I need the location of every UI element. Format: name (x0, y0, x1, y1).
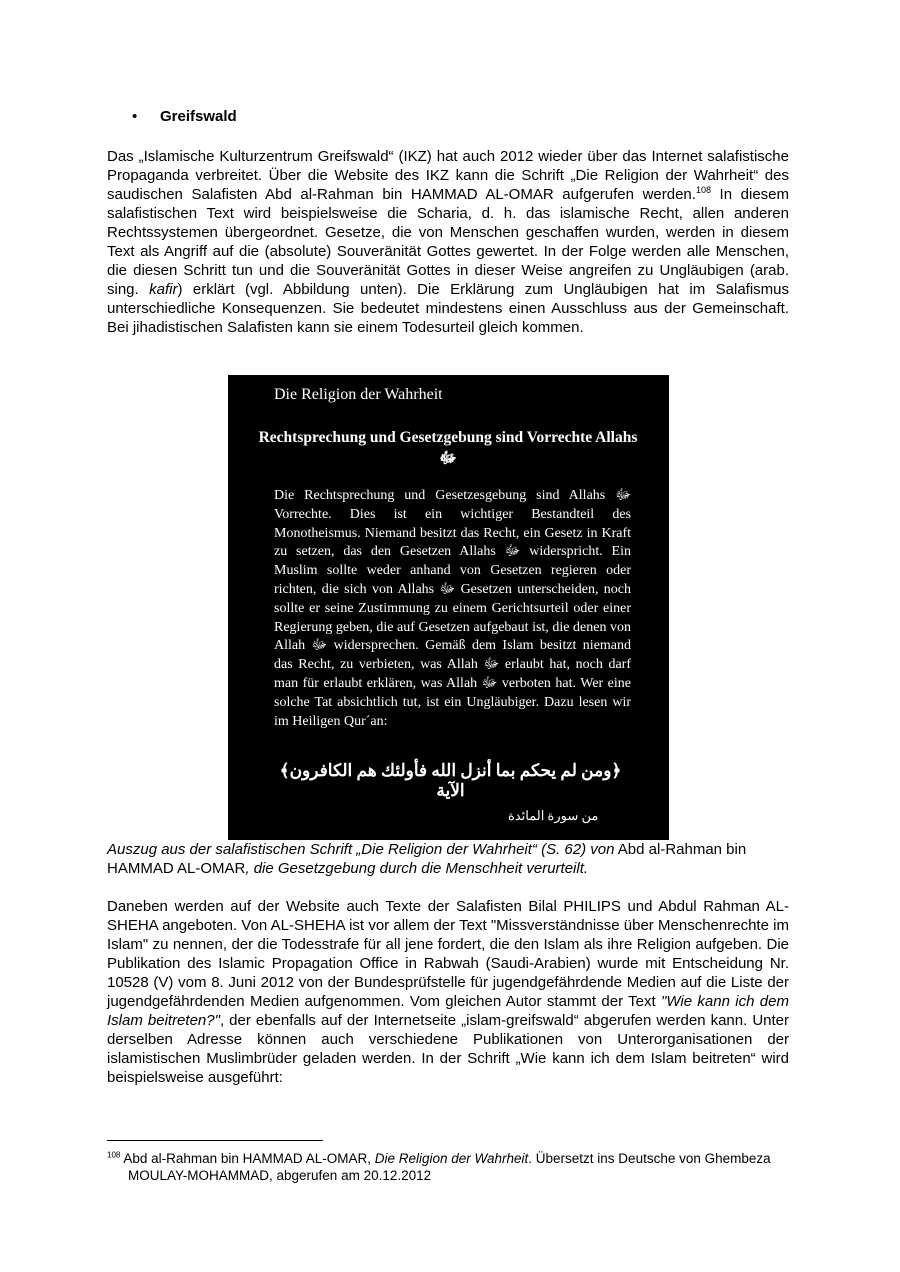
figure-title: Die Religion der Wahrheit (274, 386, 443, 403)
section-heading (132, 108, 237, 125)
paragraph-further-texts (107, 897, 789, 1087)
bullet-point: • (132, 108, 138, 125)
footnote-number: 108 (107, 1150, 121, 1160)
footnote (107, 1150, 789, 1184)
scanned-figure (228, 375, 669, 840)
caption-italic: , die Gesetzgebung durch die Menschheit verurteilt. (245, 860, 589, 877)
paragraph-ikz (107, 147, 789, 337)
footnote-author: Abd al-Rahman bin HAMMAD AL-OMAR, (120, 1151, 375, 1166)
figure-arabic-verse: ﴿ومن لم يحكم بما أنزل الله فأولئك هم الكافرون﴾ الآية (279, 761, 622, 800)
caption-italic: Auszug aus der salafistischen Schrift „Die Religion der Wahrheit“ (S. 62) von (107, 841, 615, 858)
footnote-reference[interactable]: 108 (695, 185, 711, 195)
figure-caption (107, 840, 789, 878)
caption-author: Abd al-Rahman bin HAMMAD AL-OMAR (107, 841, 747, 877)
paragraph-text: , der ebenfalls auf der Internetseite „islam-greifswald“ abgerufen werden kann. Unter derselben Adresse können auch verschiedene Publikationen von Unterorganisationen der islamistischen Muslimbrüder geladen werden. In der Schrift „Wie kann ich dem Islam beitreten“ wird beispielsweise ausgeführt: (107, 1012, 790, 1086)
paragraph-text: ) erklärt (vgl. Abbildung unten). Die Erklärung zum Ungläubigen hat im Salafismus unterschiedliche Konsequenzen. Sie bedeutet mindestens einen Ausschluss aus der Gemeinschaft. Bei jihadistischen Salafisten kann sie einem Todesurteil gleich kommen. (107, 281, 789, 336)
italic-title: "Wie kann ich dem Islam beitreten?" (107, 993, 789, 1029)
footnote-title: Die Religion der Wahrheit (374, 1151, 529, 1166)
footnote-separator (107, 1140, 323, 1141)
figure-heading: Rechtsprechung und Gesetzgebung sind Vorrechte Allahs ﷻ (258, 429, 638, 467)
italic-term: kafir (149, 281, 178, 298)
section-title: Greifswald (160, 108, 237, 125)
footnote-rest: . Übersetzt ins Deutsche von Ghembeza MOULAY-MOHAMMAD, abgerufen am 20.12.2012 (128, 1151, 771, 1183)
figure-body-text: Die Rechtsprechung und Gesetzesgebung sind Allahs ﷻ Vorrechte. Dies ist ein wichtiger Bestandteil des Monotheismus. Niemand besitzt das Recht, ein Gesetz in Kraft zu setzen, das den Gesetzen Allahs ﷻ widerspricht. Ein Muslim sollte weder anhand von Gesetzen regieren oder richten, die sich von Allahs ﷻ Gesetzen unterscheiden, noch sollte er seine Zustimmung zu einem Gerichtsurteil oder einer Regierung geben, die auf Gesetzen aufgebaut ist, die denen von Allah ﷻ widersprechen. Gemäß dem Islam besitzt niemand das Recht, zu verbieten, was Allah ﷻ erlaubt hat, noch darf man für erlaubt erklären, was Allah ﷻ verboten hat. Wer eine solche Tat absichtlich tut, ist ein Ungläubiger. Dazu lesen wir im Heiligen Qur´an: (274, 488, 632, 729)
figure-arabic-source: من سورة المائدة (508, 808, 599, 823)
paragraph-text: Daneben werden auf der Website auch Texte der Salafisten Bilal PHILIPS und Abdul Rahman AL-SHEHA angeboten. Von AL-SHEHA ist vor allem der Text "Missverständnisse über Menschenrechte im Islam" zu nennen, der die Todesstrafe für all jene fordert, die den Islam als ihre Religion aufgeben. Die Publikation des Islamic Propagation Office in Rabwah (Saudi-Arabien) wurde mit Entscheidung Nr. 10528 (V) vom 8. Juni 2012 von der Bundesprüfstelle für jugendgefährdende Medien auf die Liste der jugendgefährdenden Medien aufgenommen. Vom gleichen Autor stammt der Text (107, 898, 789, 1010)
paragraph-text: In diesem salafistischen Text wird beispielsweise die Scharia, d. h. das islamische Recht, allen anderen Rechtssystemen übergeordnet. Gesetze, die von Menschen geschaffen wurden, werden in diesem Text als Angriff auf die (absolute) Souveränität Gottes gewertet. In der Folge werden alle Menschen, die diesen Schritt tun und die Souveränität Gottes in dieser Weise angreifen zu Ungläubigen (arab. sing. (107, 186, 789, 298)
paragraph-text: Das „Islamische Kulturzentrum Greifswald“ (IKZ) hat auch 2012 wieder über das Internet salafistische Propaganda verbreitet. Über die Website des IKZ kann die Schrift „Die Religion der Wahrheit“ des saudischen Salafisten Abd al-Rahman bin HAMMAD AL-OMAR aufgerufen werden. (107, 148, 789, 203)
